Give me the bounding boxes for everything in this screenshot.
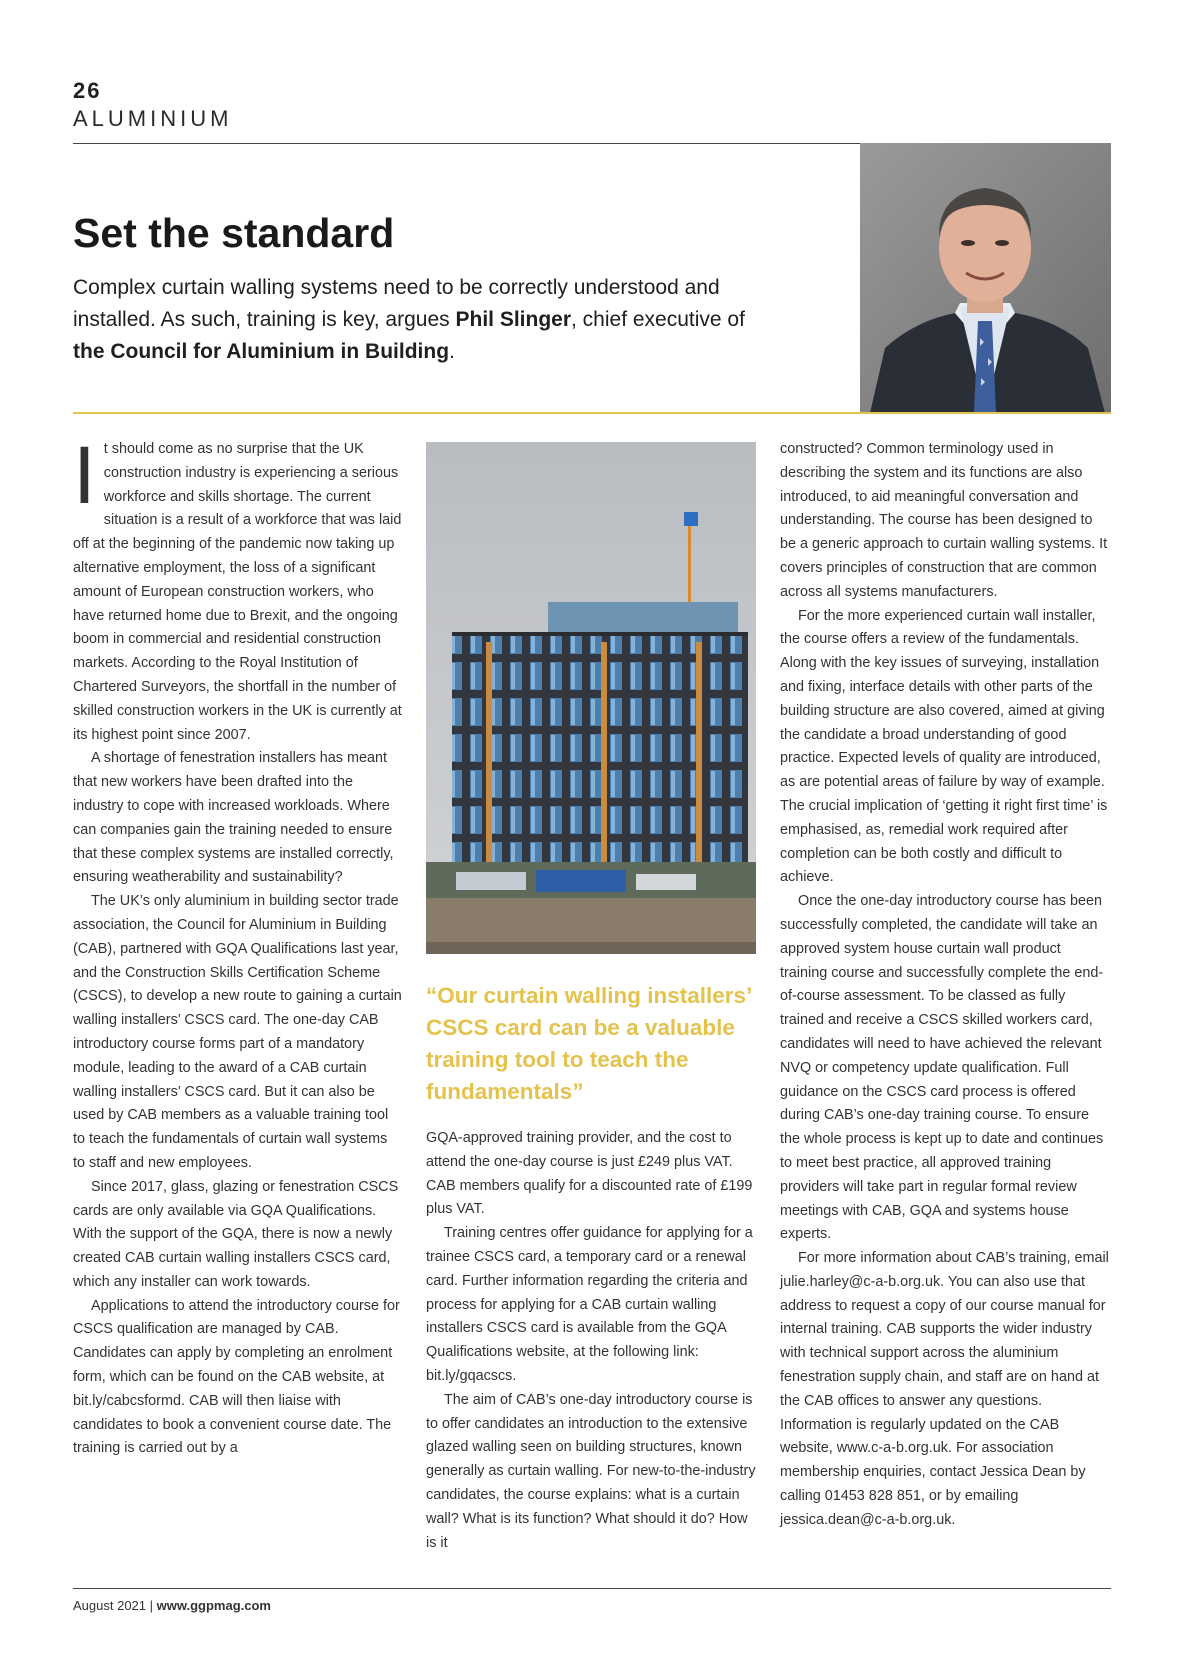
section-label: ALUMINIUM xyxy=(73,106,233,131)
author-portrait xyxy=(860,143,1111,413)
footer-date: August 2021 xyxy=(73,1598,147,1613)
bottom-divider xyxy=(73,1588,1111,1589)
paragraph: A shortage of fenestration installers has meant that new workers have been drafted into the industry to cope with increased workloads. Where can companies gain the training needed to ensure that these complex systems are installed correctly, ensuring weatherability and sustainability? xyxy=(73,750,394,886)
paragraph: constructed? Common terminology used in describing the system and its functions are also introduced, to aid meaningful conversation and understanding. The course has been designed to be a generic approach to curtain walling systems. It covers principles of construction that are common across all systems manufacturers. xyxy=(780,441,1108,600)
paragraph: For the more experienced curtain wall installer, the course offers a review of the fundamentals. Along with the key issues of surveying, installation and fixing, interface details with other parts of the building structure are also covered, aimed at giving the candidate a broad understanding of good practice. Expected levels of quality are introduced, as are potential areas of failure by way of example. The crucial implication of ‘getting it right first time’ is emphasised, as, remedial work required after completion can be both costly and difficult to achieve. xyxy=(780,607,1108,886)
paragraph-text: t should come as no surprise that the UK construction industry is experiencing a serious workforce and skills shortage. The current situation is a result of a workforce that was laid off at the beginning of the pandemic now taking up alternative employment, the loss of a significant amount of European construction workers, who have returned home due to Brexit, and the ongoing boom in commercial and residential construction markets. According to the Royal Institution of Chartered Surveyors, the shortfall in the number of skilled construction workers in the UK is currently at its highest point since 2007. xyxy=(73,441,402,743)
paragraph: Applications to attend the introductory course for CSCS qualification are managed by CAB. Candidates can apply by completing an enrolment form, which can be found on the CAB website, at bit.ly/cabcsformd. CAB will then liaise with candidates to book a convenient course date. The training is carried out by a xyxy=(73,1297,400,1457)
page-number: 26 xyxy=(73,78,102,103)
article-column-1 xyxy=(73,430,403,1461)
paragraph xyxy=(73,430,403,747)
portrait-illustration xyxy=(860,143,1111,413)
standfirst-text: Complex curtain walling systems need to be correctly understood and installed. As such, training is key, argues xyxy=(73,276,720,331)
paragraph: The aim of CAB’s one-day introductory course is to offer candidates an introduction to the extensive glazed walling seen on building structures, known generally as curtain walling. For new-to-the-industry candidates, the course explains: what is a curtain wall? What is its function? What should it do? How is it xyxy=(426,1391,756,1551)
paragraph: The UK’s only aluminium in building sector trade association, the Council for Aluminium in Building (CAB), partnered with GQA Qualifications last year, and the Construction Skills Certification Scheme (CSCS), to develop a new route to gaining a curtain walling installers’ CSCS card. The one-day CAB introductory course forms part of a mandatory module, leading to the award of a CAB curtain walling installers’ CSCS card. But it can also be used by CAB members as a valuable training tool to teach the fundamentals of curtain wall systems to staff and new employees. xyxy=(73,893,402,1171)
author-name: Phil Slinger xyxy=(455,308,572,331)
paragraph: For more information about CAB’s training, email julie.harley@c-a-b.org.uk. You can also use that address to request a copy of our course manual for internal training. CAB supports the wider industry with technical support across the aluminium fenestration supply chain, and staff are on hand at the CAB offices to answer any questions. Information is regularly updated on the CAB website, www.c-a-b.org.uk. For association membership enquiries, contact Jessica Dean by calling 01453 828 851, or by emailing jessica.dean@c-a-b.org.uk. xyxy=(780,1250,1109,1528)
footer-website[interactable]: www.ggpmag.com xyxy=(156,1598,271,1613)
gold-divider xyxy=(73,412,1111,414)
footer-separator: | xyxy=(146,1598,157,1613)
standfirst xyxy=(73,272,773,368)
paragraph: Training centres offer guidance for applying for a trainee CSCS card, a temporary card or a renewal card. Further information regarding the criteria and process for applying for a CAB curtain walling installers CSCS card is available from the GQA Qualifications website, at the following link: bit.ly/gqacscs. xyxy=(426,1225,753,1384)
standfirst-end: . xyxy=(449,340,455,363)
footer xyxy=(73,1598,271,1613)
dropcap: I xyxy=(73,430,96,521)
paragraph: GQA-approved training provider, and the cost to attend the one-day course is just £249 plus VAT. CAB members qualify for a discounted rate of £199 plus VAT. xyxy=(426,1130,753,1218)
organisation-name: the Council for Aluminium in Building xyxy=(73,340,450,363)
building-photo xyxy=(426,442,756,954)
paragraph: Since 2017, glass, glazing or fenestration CSCS cards are only available via GQA Qualifications. With the support of the GQA, there is now a newly created CAB curtain walling installers CSCS card, which any installer can work towards. xyxy=(73,1178,399,1290)
article-column-3 xyxy=(780,438,1110,1533)
building-illustration xyxy=(426,442,756,954)
headline: Set the standard xyxy=(73,210,395,256)
paragraph: Once the one-day introductory course has been successfully completed, the candidate will take an approved system house curtain wall product training course and successfully complete the end-of-course assessment. To be classed as fully trained and receive a CSCS skilled workers card, candidates will need to have achieved the relevant NVQ or competency update qualification. Full guidance on the CSCS card process is offered during CAB’s one-day training course. To ensure the whole process is kept up to date and continues to meet best practice, all approved training providers will take part in regular formal review meetings with CAB, GQA and systems house experts. xyxy=(780,893,1104,1243)
article-column-2 xyxy=(426,1127,756,1555)
standfirst-text: , chief executive of xyxy=(571,308,745,331)
pull-quote: “Our curtain walling installers’ CSCS card can be a valuable training tool to teach the fundamentals” xyxy=(426,983,752,1104)
